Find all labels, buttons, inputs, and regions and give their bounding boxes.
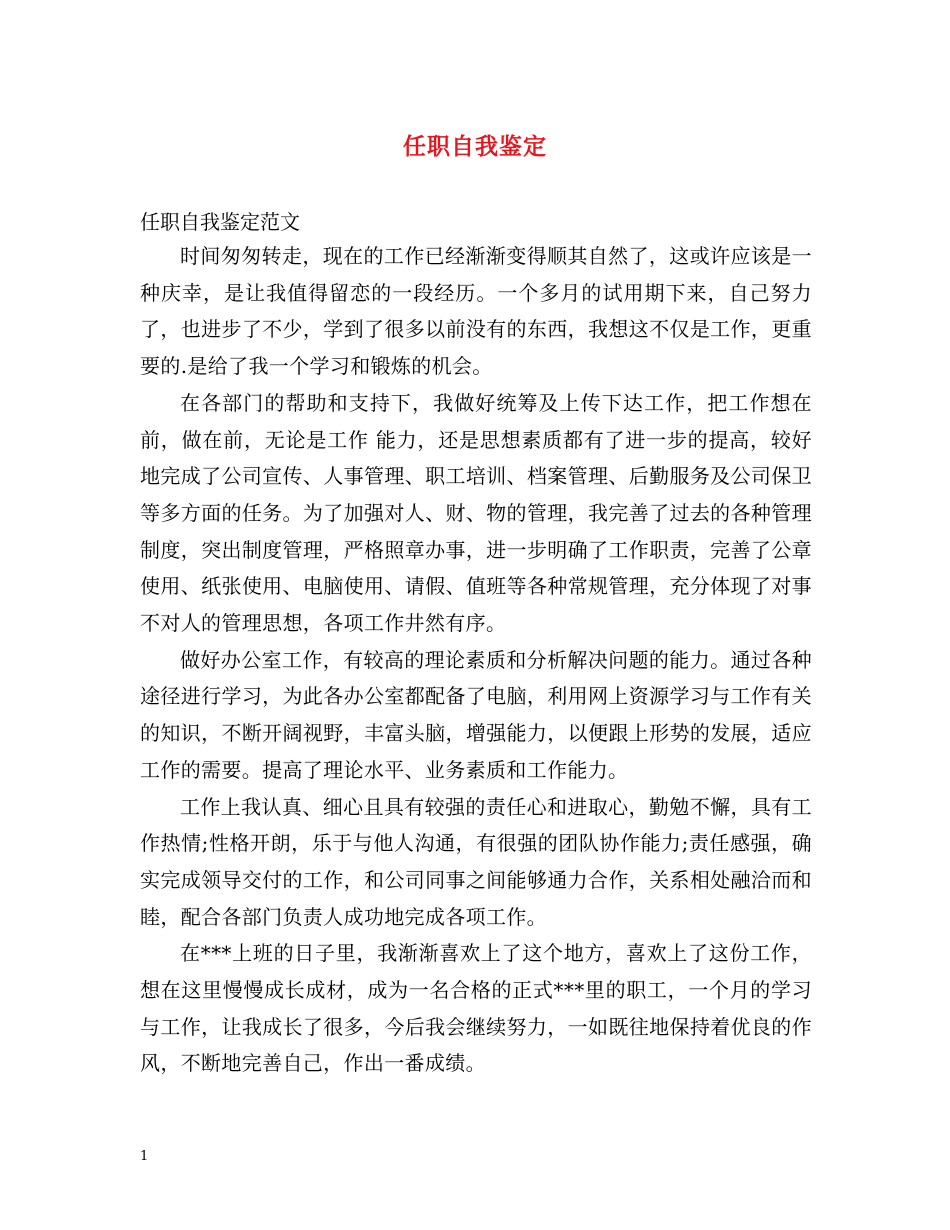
paragraph: 做好办公室工作，有较高的理论素质和分析解决问题的能力。通过各种途径进行学习，为此各办公室都配备了电脑，利用网上资源学习与工作有关的知识，不断开阔视野，丰富头脑，增强能力，以便跟上形势的发展，适应工作的需要。提高了理论水平、业务素质和工作能力。 [140, 647, 812, 782]
paragraph: 工作上我认真、细心且具有较强的责任心和进取心，勤勉不懈，具有工作热情;性格开朗，乐于与他人沟通，有很强的团队协作能力;责任感强，确实完成领导交付的工作，和公司同事之间能够通力合作，关系相处融洽而和睦，配合各部门负责人成功地完成各项工作。 [140, 794, 812, 929]
page-number: 1 [140, 1149, 149, 1164]
document-title: 任职自我鉴定 [403, 133, 547, 160]
document-body [140, 238, 812, 1082]
paragraph: 在***上班的日子里，我渐渐喜欢上了这个地方，喜欢上了这份工作，想在这里慢慢成长成材，成为一名合格的正式***里的职工，一个月的学习与工作，让我成长了很多，今后我会继续努力，一如既往地保持着优良的作风，不断地完善自己，作出一番成绩。 [140, 941, 812, 1076]
document-subtitle: 任职自我鉴定范文 [140, 210, 300, 234]
paragraph: 时间匆匆转走，现在的工作已经渐渐变得顺其自然了，这或许应该是一种庆幸，是让我值得留恋的一段经历。一个多月的试用期下来，自己努力了，也进步了不少，学到了很多以前没有的东西，我想这不仅是工作，更重要的.是给了我一个学习和锻炼的机会。 [140, 244, 812, 379]
paragraph: 在各部门的帮助和支持下，我做好统筹及上传下达工作，把工作想在前，做在前，无论是工作 能力，还是思想素质都有了进一步的提高，较好地完成了公司宣传、人事管理、职工培训、档案管理、后勤服务及公司保卫等多方面的任务。为了加强对人、财、物的管理，我完善了过去的各种管理制度，突出制度管理，严格照章办事，进一步明确了工作职责，完善了公章使用、纸张使用、电脑使用、请假、值班等各种常规管理，充分体现了对事不对人的管理思想，各项工作井然有序。 [140, 390, 812, 636]
